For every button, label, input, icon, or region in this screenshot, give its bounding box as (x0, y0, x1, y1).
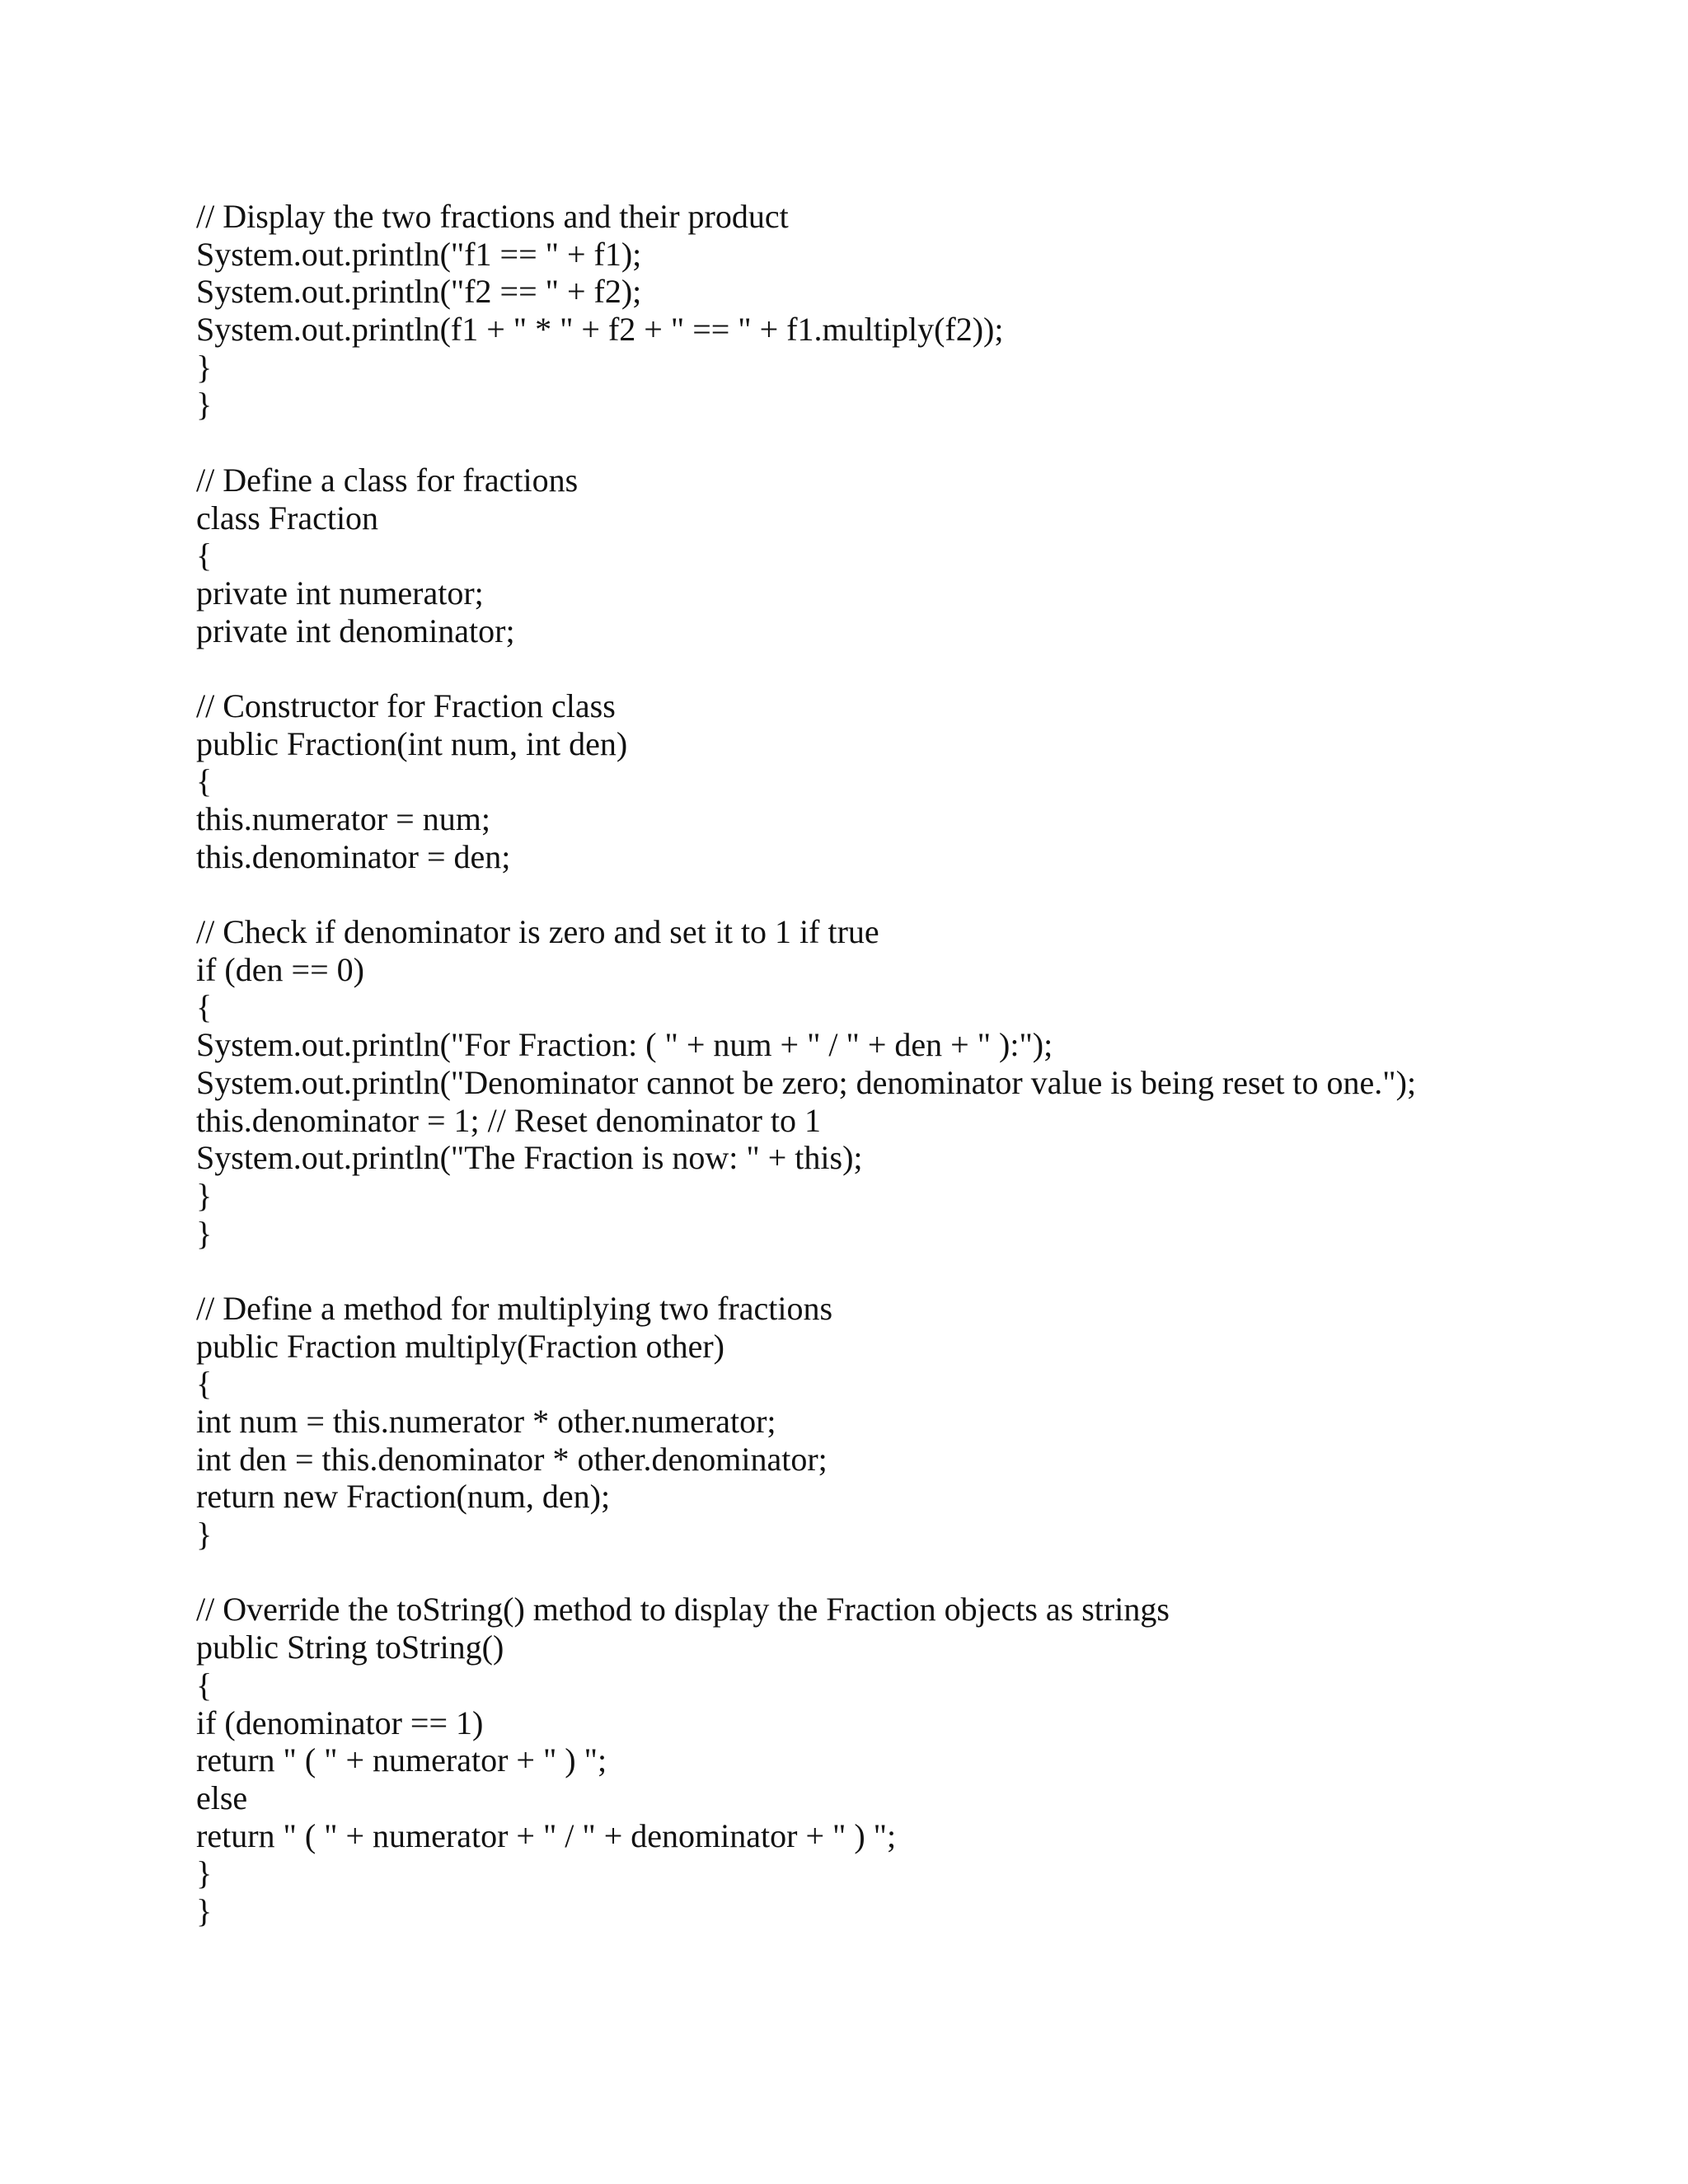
code-line: public String toString() (196, 1629, 504, 1666)
code-line: { (196, 537, 213, 574)
code-line: } (196, 1854, 213, 1892)
code-line: System.out.println(f1 + " * " + f2 + " == " + f1.multiply(f2)); (196, 311, 1004, 349)
code-line: return new Fraction(num, den); (196, 1478, 611, 1516)
code-line: } (196, 1516, 213, 1554)
code-line: System.out.println("f2 == " + f2); (196, 273, 642, 311)
blank-line (196, 649, 1647, 687)
code-line: { (196, 1365, 213, 1403)
code-line: { (196, 988, 213, 1026)
blank-line (196, 424, 1647, 462)
code-line: System.out.println("Denominator cannot be zero; denominator value is being reset to one."); (196, 1063, 1417, 1101)
code-line: System.out.println("The Fraction is now: " + this); (196, 1139, 863, 1177)
code-line: { (196, 1666, 213, 1704)
code-listing (196, 198, 1647, 1930)
code-line: // Define a method for multiplying two fractions (196, 1289, 833, 1327)
code-line: int num = this.numerator * other.numerator; (196, 1403, 776, 1440)
blank-line (196, 1252, 1647, 1290)
code-line: // Check if denominator is zero and set it to 1 if true (196, 913, 879, 951)
blank-line (196, 1554, 1647, 1591)
code-line: class Fraction (196, 499, 379, 537)
code-line: System.out.println("f1 == " + f1); (196, 235, 642, 273)
code-line: private int denominator; (196, 612, 515, 649)
blank-line (196, 875, 1647, 913)
code-line: // Define a class for fractions (196, 461, 579, 499)
code-line: } (196, 1891, 213, 1929)
code-line: return " ( " + numerator + " / " + denominator + " ) "; (196, 1816, 897, 1854)
code-line: this.numerator = num; (196, 800, 490, 837)
code-line: } (196, 386, 213, 424)
code-line: } (196, 1214, 213, 1252)
code-line: else (196, 1779, 248, 1816)
code-line: this.denominator = den; (196, 837, 511, 875)
code-line: { (196, 762, 213, 800)
code-line: // Override the toString() method to display the Fraction objects as strings (196, 1591, 1170, 1629)
code-line: int den = this.denominator * other.denominator; (196, 1440, 828, 1478)
code-line: this.denominator = 1; // Reset denominator to 1 (196, 1101, 822, 1139)
code-line: private int numerator; (196, 574, 484, 612)
code-line: // Display the two fractions and their product (196, 198, 789, 235)
code-line: if (denominator == 1) (196, 1704, 484, 1741)
code-line: // Constructor for Fraction class (196, 687, 616, 724)
code-line: } (196, 1176, 213, 1214)
code-line: return " ( " + numerator + " ) "; (196, 1741, 607, 1779)
code-line: System.out.println("For Fraction: ( " + num + " / " + den + " ):"); (196, 1026, 1053, 1064)
code-line: public Fraction(int num, int den) (196, 724, 628, 762)
code-line: } (196, 348, 213, 386)
code-line: if (den == 0) (196, 950, 364, 988)
code-line: public Fraction multiply(Fraction other) (196, 1327, 724, 1365)
